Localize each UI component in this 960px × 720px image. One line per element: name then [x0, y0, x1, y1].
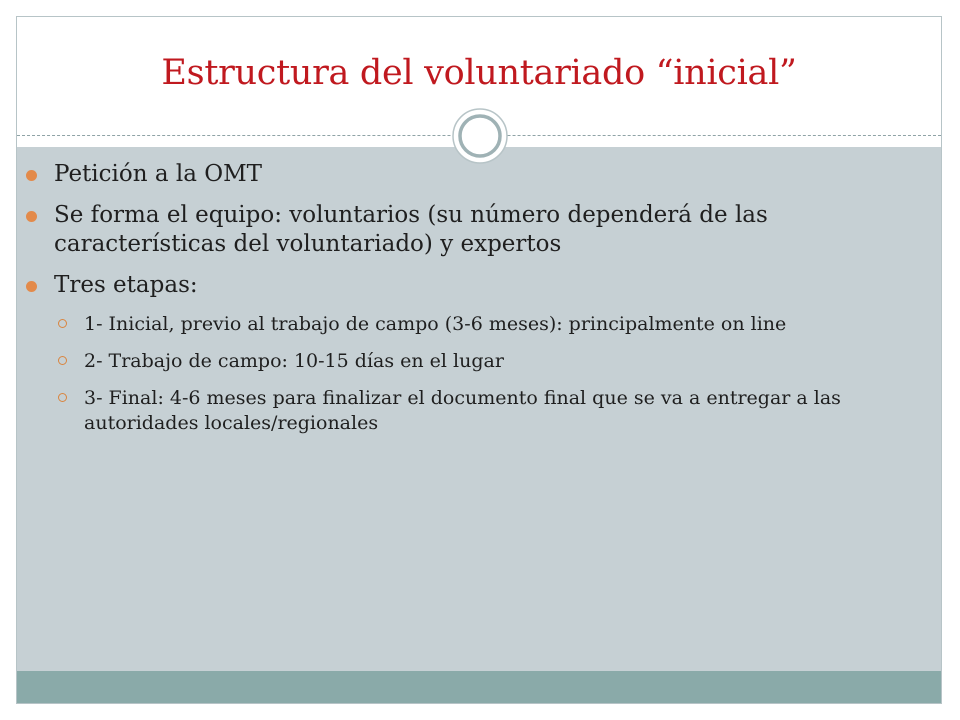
circle-ornament-icon [451, 107, 509, 165]
bullet-list [26, 160, 896, 448]
list-item [26, 349, 896, 374]
subbullet-text: 1- Inicial, previo al trabajo de campo (3-6 meses): principalmente on line [84, 313, 787, 335]
sub-bullet-list [26, 312, 896, 436]
ring-bullet-icon [58, 319, 67, 328]
slide-title: Estructura del voluntariado “inicial” [161, 53, 797, 93]
bullet-icon [26, 170, 37, 181]
bullet-icon [26, 211, 37, 222]
ring-bullet-icon [58, 393, 67, 402]
bullet-text: Petición a la OMT [54, 161, 263, 187]
bullet-text: Se forma el equipo: voluntarios (su número dependerá de las características del voluntariado) y expertos [54, 202, 768, 257]
bullet-text: Tres etapas: [54, 272, 198, 298]
footer-band [17, 671, 941, 704]
subbullet-text: 3- Final: 4-6 meses para finalizar el documento final que se va a entregar a las autoridades locales/regionales [84, 387, 841, 434]
list-item [26, 312, 896, 337]
list-item [26, 201, 896, 259]
list-item [26, 160, 896, 189]
ring-bullet-icon [58, 356, 67, 365]
subbullet-text: 2- Trabajo de campo: 10-15 días en el lugar [84, 350, 504, 372]
list-item [26, 386, 896, 436]
bullet-icon [26, 281, 37, 292]
list-item [26, 271, 896, 300]
